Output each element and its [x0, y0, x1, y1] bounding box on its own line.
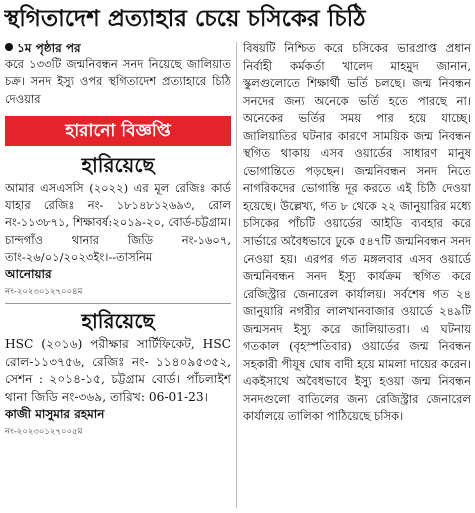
notice-text: HSC (২০১৬) পরীক্ষার সার্টিফিকেট, HSC রোল-১১৩৭৫৬, রেজিঃ নং- ১১৪০৯৫৩৫২, সেশন : ২০১৪-১৫, চট্টগ্রাম বোর্ড। পাঁচলাইশ থানা জিডি নং-৩৬৯, তারিখ: 06-01-23। [5, 336, 231, 404]
right-column [243, 40, 471, 513]
notice-heading: হারিয়েছে [81, 308, 155, 333]
bullet-icon [5, 43, 13, 51]
continued-text: ১ম পৃষ্ঠার পর [17, 41, 81, 55]
notice-heading: হারিয়েছে [81, 152, 155, 177]
notice-2 [5, 308, 231, 439]
notice-ref: নং-২০২৩০১২৭০০৫ম [5, 427, 83, 438]
lost-notice-banner: হারানো বিজ্ঞপ্তি [5, 116, 231, 146]
headline: স্থগিতাদেশ প্রত্যাহার চেয়ে চসিকের চিঠি [4, 6, 366, 32]
notice-1 [5, 152, 231, 304]
left-column [5, 40, 231, 513]
divider-line [5, 303, 231, 304]
notice-ref: নং-২০২৩০১২৭০০৪ম [5, 286, 83, 297]
article-body-left: করে ১৩৩টি জন্মনিবন্ধন সনদ নিয়েছে জালিয়াত চক্র। সনদ ইস্যু ওপর স্থগিতাদেশ প্রত্যাহারে চিঠি দেওয়ার [5, 57, 231, 106]
notice-text: আমার এসএসসি (২০২২) এর মূল রেজিঃ কার্ড যাহার রেজিঃ নং- ১৮১৪৮১২৬৯৩, রোল নং-১১৩৮৭১, শিক্ষাবর্ষ:২০১৯-২০, বোর্ড-চট্টগ্রাম। চান্দগাঁও থানার জিডি নং-১৬০৭, তাং-২৬/০১/২০২৩ইং।--তাসনিম [5, 180, 231, 264]
column-divider [236, 42, 237, 508]
continued-label [5, 40, 231, 56]
notice-name: আনোয়ার [5, 266, 52, 281]
article-body-right: বিষয়টি নিশ্চিত করে চসিকের ভারপ্রাপ্ত প্রধান নির্বাহী কর্মকর্তা খালেদ মাহমুদ জানান, স্কুলগুলোতে শিক্ষার্থী ভর্তি চলছে। জন্ম নিবন্ধন সনদের জন্য অনেকে ভর্তি হতে পারছে না। অনেকের ভর্তির সময় পার হয়ে যাচ্ছে। জালিয়াতির ঘটনার কারণে সাময়িক জন্ম নিবন্ধন স্থগিত থাকায় এসব ওয়ার্ডের সাধারণ মানুষ ভোগান্তিতে পড়ছেন। জন্মনিবন্ধন সনদ নিতে নাগরিকদের ভোগান্তি দূর করতে এই চিঠি দেওয়া হয়েছে। উল্লেখ্য, গত ৮ থেকে ২২ জানুয়ারির মধ্যে চসিকের পাঁচটি ওয়ার্ডের আইডি ব্যবহার করে সার্ভারে অবৈধভাবে ঢুকে ৫৪৭টি জন্মনিবন্ধন সনদ নেওয়া হয়। এরপর গত মঙ্গলবার এসব ওয়ার্ডে জন্মনিবন্ধন সনদ ইস্যু কার্যক্রম স্থগিত করে রেজিস্ট্রার জেনারেল কার্যালয়। সর্বশেষ গত ২৪ জানুয়ারি নগরীর লালখানবাজার ওয়ার্ডে ২৪৯টি জন্মসনদ ইস্যু করে জালিয়াতরা। এ ঘটনায় গতকাল (বৃহস্পতিবার) ওয়ার্ডের জন্ম নিবন্ধন সহকারী পীযূষ ঘোষ বাদী হয়ে মামলা দায়ের করেন। একইসাথে অবৈধভাবে ইস্যু হওয়া জন্ম নিবন্ধন সনদগুলো বাতিলের জন্য রেজিস্ট্রার জেনারেল কার্যালয়ে তালিকা পাঠিয়েছে চসিক। [243, 41, 471, 424]
notice-name: কাজী মাসুমার রহমান [5, 407, 105, 422]
